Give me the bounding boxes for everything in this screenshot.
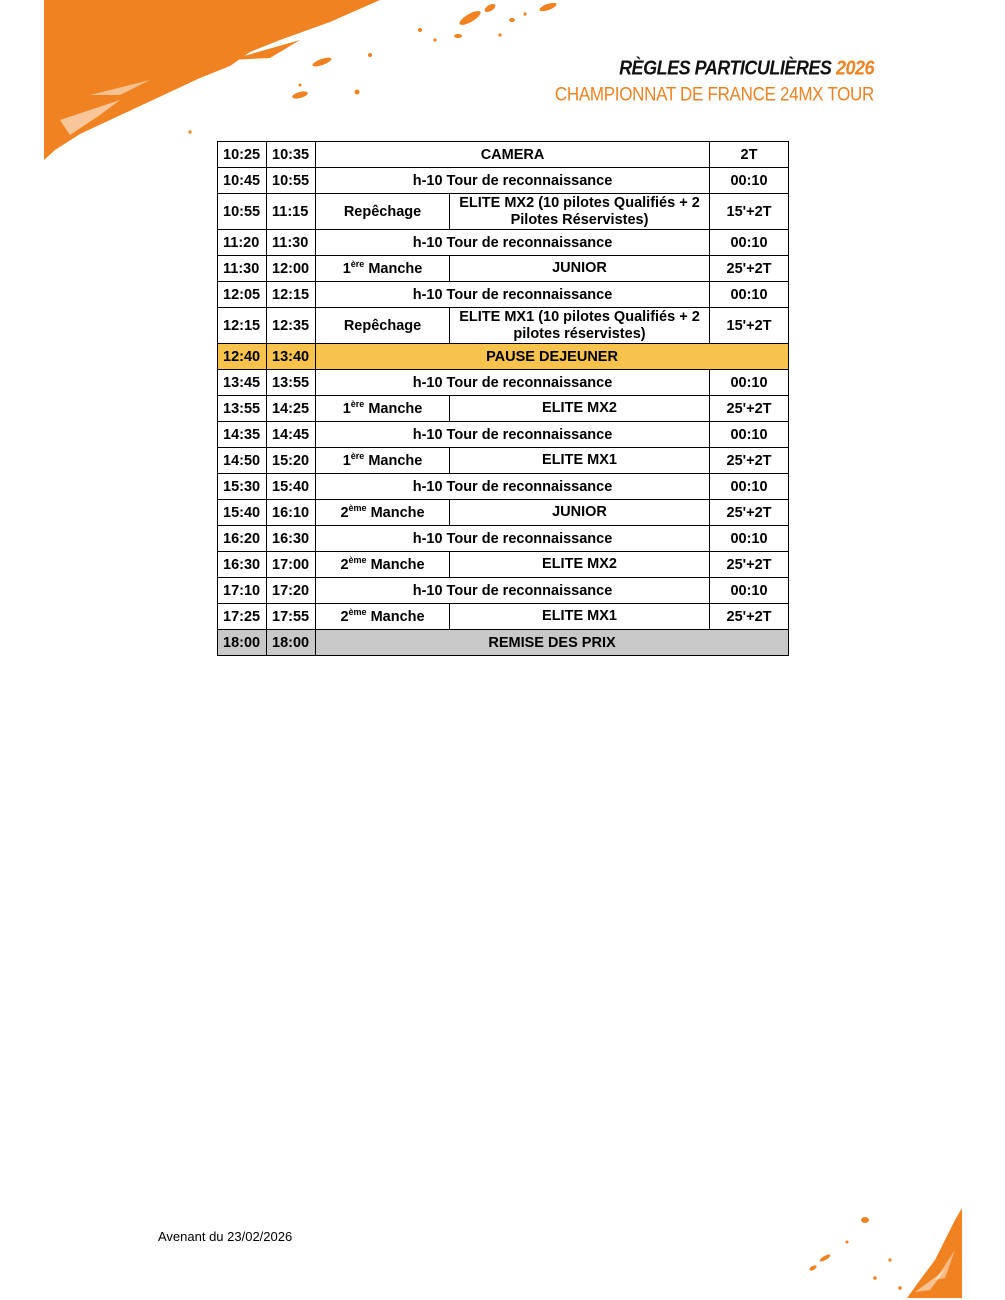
end-time: 14:25 [267, 396, 316, 422]
document-header [555, 56, 874, 103]
schedule-row [218, 370, 789, 396]
event-label-cell: h-10 Tour de reconnaissance [316, 370, 710, 396]
schedule-row [218, 344, 789, 370]
end-time: 17:55 [267, 604, 316, 630]
session-name: Manche [368, 400, 423, 417]
start-time: 15:30 [218, 474, 267, 500]
schedule-row [218, 630, 789, 656]
schedule-row [218, 422, 789, 448]
duration-cell: 25'+2T [710, 448, 789, 474]
start-time: 17:25 [218, 604, 267, 630]
end-time: 12:35 [267, 308, 316, 344]
session-cell [316, 194, 450, 230]
session-cell [316, 396, 450, 422]
session-ordinal: 2 [340, 504, 349, 521]
schedule-row [218, 194, 789, 230]
session-cell [316, 500, 450, 526]
schedule-row [218, 396, 789, 422]
session-cell [316, 256, 450, 282]
session-ordinal: 1 [342, 452, 351, 469]
duration-cell: 15'+2T [710, 308, 789, 344]
start-time: 12:40 [218, 344, 267, 370]
session-ordinal: 1 [342, 400, 351, 417]
category-cell: ELITE MX1 (10 pilotes Qualifiés + 2 pilotes réservistes) [450, 308, 710, 344]
end-time: 15:20 [267, 448, 316, 474]
footer-amendment-date: Avenant du 23/02/2026 [158, 1229, 293, 1244]
start-time: 14:35 [218, 422, 267, 448]
session-ordinal-suffix: ème [348, 554, 367, 565]
end-time: 14:45 [267, 422, 316, 448]
event-label-cell: h-10 Tour de reconnaissance [316, 474, 710, 500]
category-cell: ELITE MX2 [450, 396, 710, 422]
session-name: Manche [368, 260, 423, 277]
duration-cell: 00:10 [710, 422, 789, 448]
category-cell: ELITE MX2 (10 pilotes Qualifiés + 2 Pilotes Réservistes) [450, 194, 710, 230]
session-ordinal-suffix: ère [350, 398, 365, 409]
start-time: 13:55 [218, 396, 267, 422]
start-time: 10:25 [218, 142, 267, 168]
session-name: Manche [370, 504, 425, 521]
orange-splash-bottom-right-icon [795, 1200, 970, 1300]
session-name: Manche [370, 608, 425, 625]
end-time: 13:55 [267, 370, 316, 396]
header-subtitle: CHAMPIONNAT DE FRANCE 24MX TOUR [554, 83, 874, 105]
event-label-cell: CAMERA [316, 142, 710, 168]
session-ordinal: 2 [340, 556, 349, 573]
end-time: 12:15 [267, 282, 316, 308]
end-time: 17:20 [267, 578, 316, 604]
header-title [555, 56, 874, 80]
schedule-row [218, 526, 789, 552]
event-label-cell: h-10 Tour de reconnaissance [316, 422, 710, 448]
schedule-table [217, 141, 789, 656]
session-cell [316, 552, 450, 578]
schedule-row [218, 500, 789, 526]
end-time: 16:30 [267, 526, 316, 552]
session-cell [316, 308, 450, 344]
duration-cell: 00:10 [710, 578, 789, 604]
duration-cell: 00:10 [710, 474, 789, 500]
session-ordinal: 1 [342, 260, 351, 277]
session-ordinal: 2 [340, 608, 349, 625]
event-label-cell: h-10 Tour de reconnaissance [316, 168, 710, 194]
start-time: 10:45 [218, 168, 267, 194]
start-time: 16:20 [218, 526, 267, 552]
end-time: 11:15 [267, 194, 316, 230]
start-time: 16:30 [218, 552, 267, 578]
duration-cell: 00:10 [710, 526, 789, 552]
duration-cell: 25'+2T [710, 604, 789, 630]
start-time: 15:40 [218, 500, 267, 526]
duration-cell: 2T [710, 142, 789, 168]
start-time: 18:00 [218, 630, 267, 656]
lunch-break-cell: PAUSE DEJEUNER [316, 344, 789, 370]
end-time: 11:30 [267, 230, 316, 256]
duration-cell: 25'+2T [710, 256, 789, 282]
session-ordinal-suffix: ère [350, 258, 365, 269]
session-ordinal-suffix: ère [350, 450, 365, 461]
duration-cell: 25'+2T [710, 396, 789, 422]
start-time: 14:50 [218, 448, 267, 474]
start-time: 13:45 [218, 370, 267, 396]
session-name: Manche [370, 556, 425, 573]
category-cell: JUNIOR [450, 500, 710, 526]
event-label-cell: h-10 Tour de reconnaissance [316, 526, 710, 552]
end-time: 18:00 [267, 630, 316, 656]
end-time: 15:40 [267, 474, 316, 500]
start-time: 11:30 [218, 256, 267, 282]
end-time: 10:55 [267, 168, 316, 194]
session-name: Manche [368, 452, 423, 469]
schedule-row [218, 230, 789, 256]
prize-giving-cell: REMISE DES PRIX [316, 630, 789, 656]
session-cell [316, 448, 450, 474]
duration-cell: 15'+2T [710, 194, 789, 230]
session-name: Repêchage [343, 203, 422, 220]
session-cell [316, 604, 450, 630]
duration-cell: 00:10 [710, 282, 789, 308]
schedule-row [218, 604, 789, 630]
end-time: 17:00 [267, 552, 316, 578]
header-title-main: RÈGLES PARTICULIÈRES [619, 56, 832, 79]
category-cell: ELITE MX1 [450, 448, 710, 474]
end-time: 16:10 [267, 500, 316, 526]
category-cell: JUNIOR [450, 256, 710, 282]
start-time: 10:55 [218, 194, 267, 230]
duration-cell: 00:10 [710, 168, 789, 194]
start-time: 17:10 [218, 578, 267, 604]
event-label-cell: h-10 Tour de reconnaissance [316, 578, 710, 604]
session-ordinal-suffix: ème [348, 502, 367, 513]
event-label-cell: h-10 Tour de reconnaissance [316, 230, 710, 256]
duration-cell: 25'+2T [710, 500, 789, 526]
schedule-row [218, 142, 789, 168]
schedule-row [218, 282, 789, 308]
schedule-row [218, 308, 789, 344]
end-time: 12:00 [267, 256, 316, 282]
category-cell: ELITE MX1 [450, 604, 710, 630]
event-label-cell: h-10 Tour de reconnaissance [316, 282, 710, 308]
start-time: 12:05 [218, 282, 267, 308]
duration-cell: 25'+2T [710, 552, 789, 578]
schedule-row [218, 578, 789, 604]
duration-cell: 00:10 [710, 230, 789, 256]
schedule-row [218, 256, 789, 282]
session-name: Repêchage [343, 317, 422, 334]
start-time: 12:15 [218, 308, 267, 344]
start-time: 11:20 [218, 230, 267, 256]
session-ordinal-suffix: ème [348, 606, 367, 617]
schedule-row [218, 448, 789, 474]
category-cell: ELITE MX2 [450, 552, 710, 578]
duration-cell: 00:10 [710, 370, 789, 396]
end-time: 13:40 [267, 344, 316, 370]
schedule-row [218, 474, 789, 500]
schedule-row [218, 552, 789, 578]
end-time: 10:35 [267, 142, 316, 168]
header-title-year: 2026 [835, 56, 874, 79]
schedule-row [218, 168, 789, 194]
